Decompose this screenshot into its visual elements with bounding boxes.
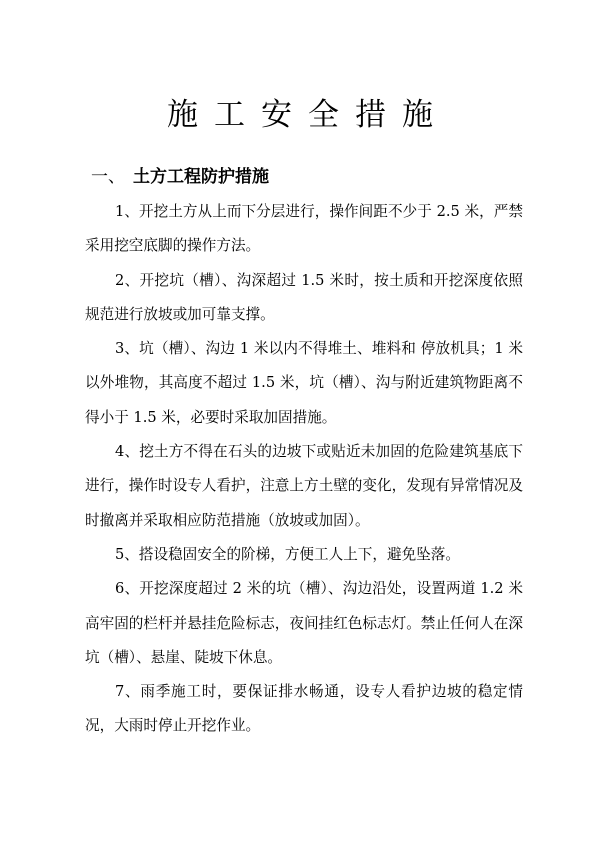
paragraph-item: 1、开挖土方从上而下分层进行，操作间距不少于 2.5 米，严禁采用挖空底脚的操作方法。 (85, 203, 523, 255)
paragraph-item: 5、搭设稳固安全的阶梯，方便工人上下，避免坠落。 (115, 545, 460, 563)
paragraph-item: 2、开挖坑（槽）、沟深超过 1.5 米时，按土质和开挖深度依照规范进行放坡或加可靠支撑。 (85, 271, 523, 323)
paragraph-item: 7、雨季施工时，要保证排水畅通，设专人看护边坡的稳定情况，大雨时停止开挖作业。 (85, 683, 523, 735)
paragraph-item: 6、开挖深度超过 2 米的坑（槽）、沟边沿处，设置两道 1.2 米高牢固的栏杆并悬挂危险标志，夜间挂红色标志灯。禁止任何人在深坑（槽）、悬崖、陡坡下休息。 (85, 580, 523, 666)
paragraph-item: 4、挖土方不得在石头的边坡下或贴近未加固的危险建筑基底下进行，操作时设专人看护，注意上方土壁的变化，发现有异常情况及时撤离并采取相应防范措施（放坡或加固）。 (85, 443, 523, 529)
paragraph-item: 3、坑（槽）、沟边 1 米以内不得堆土、堆料和 停放机具；1 米以外堆物，其高度不超过 1.5 米，坑（槽）、沟与附近建筑物距离不得小于 1.5 米，必要时采取加固措施。 (85, 340, 523, 426)
section-heading (91, 165, 269, 189)
section-number: 一、 (91, 167, 125, 187)
section-title: 土方工程防护措施 (133, 167, 269, 187)
section-body (85, 195, 523, 744)
page-title: 施工安全措施 (167, 97, 449, 133)
